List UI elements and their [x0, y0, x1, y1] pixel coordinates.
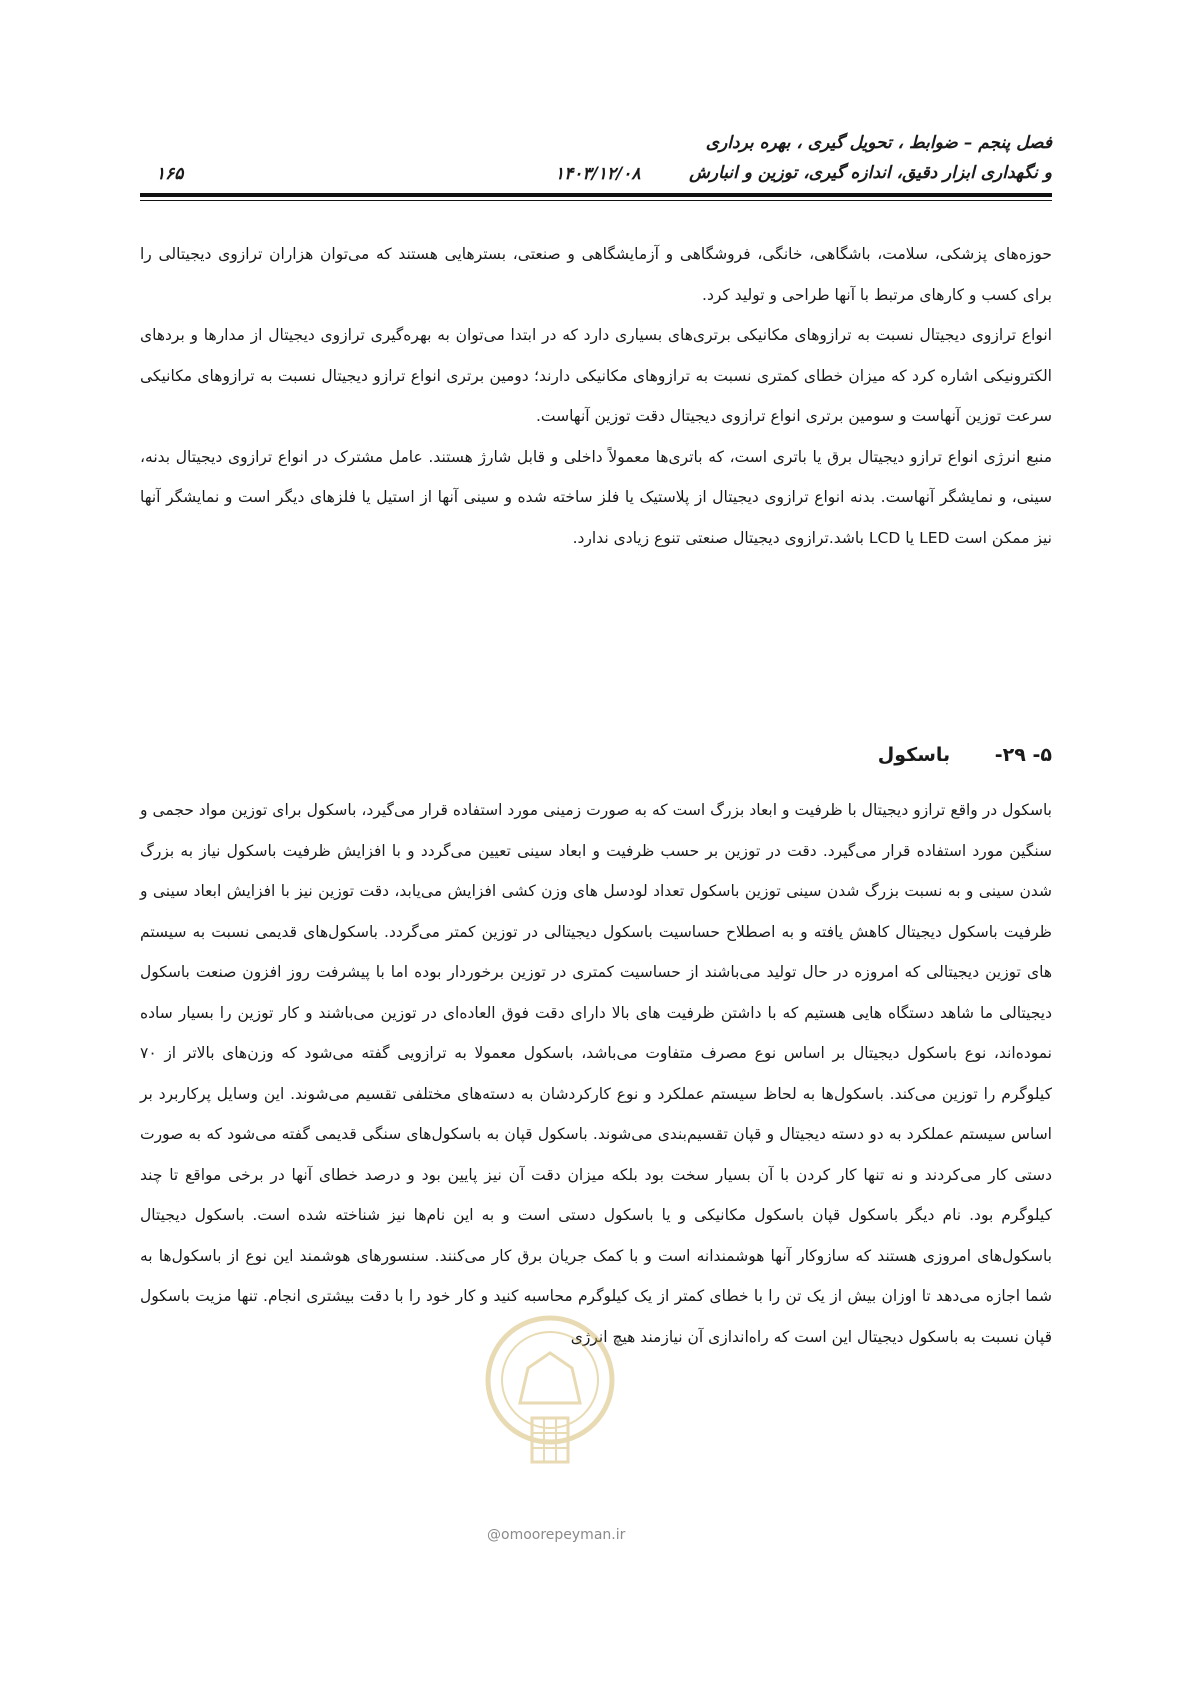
paragraph-2: انواع ترازوی دیجیتال نسبت به ترازوهای مکانیکی برتری‌های بسیاری دارد که در ابتدا می‌توان به بهره‌گیری ترازوی دیجیتال از مدارها و بردهای الکترونیکی اشاره کرد که میزان خطای کمتری نسبت به ترازوهای مکانیکی دارند؛ دومین برتری انواع ترازو دیجیتال نسبت به ترازوهای مکانیکی سرعت توزین آنهاست و سومین برتری انواع ترازوی دیجیتال دقت توزین آنهاست. — [140, 326, 1052, 425]
section-paragraph: باسکول در واقع ترازو دیجیتال با ظرفیت و ابعاد بزرگ است که به صورت زمینی مورد استفاده قرار می‌گیرد، باسکول برای توزین مواد حجمی و سنگین مورد استفاده قرار می‌گیرد. دقت در توزین بر حسب ظرفیت و ابعاد سینی تعیین می‌گردد و با افزایش ظرفیت باسکول نیاز به بزرگ شدن سینی و به نسبت بزرگ شدن سینی توزین باسکول تعداد لودسل های وزن کشی افزایش می‌یابد، دقت توزین نیز با افزایش ابعاد سینی و ظرفیت باسکول دیجیتال کاهش یافته و به اصطلاح حساسیت باسکول دیجیتالی در توزین کمتر می‌گردد. باسکول‌های قدیمی نسبت به سیستم های توزین دیجیتالی که امروزه در حال تولید می‌باشند از حساسیت کمتری در توزین برخوردار بوده اما با پیشرفت روز افزون صنعت باسکول دیجیتالی ما شاهد دستگاه هایی هستیم که با داشتن ظرفیت های بالا دارای دقت فوق العاده‌ای در توزین می‌باشند و کار توزین را بسیار ساده نموده‌اند، نوع باسکول دیجیتال بر اساس نوع مصرف متفاوت می‌باشد، باسکول معمولا به ترازویی گفته می‌شود که وزن‌های بالاتر از ۷۰ کیلوگرم را توزین می‌کند. باسکول‌ها به لحاظ سیستم عملکرد و نوع کارکردشان به دسته‌های مختلفی تقسیم می‌شوند. این وسایل پرکاربرد بر اساس سیستم عملکرد به دو دسته دیجیتال و قپان تقسیم‌بندی می‌شوند. باسکول قپان به باسکول‌های سنگی قدیمی گفته می‌شود که به صورت دستی کار می‌کردند و نه تنها کار کردن با آن بسیار سخت بود بلکه میزان دقت آن نیز پایین بود و درصد خطای آنها در برخی مواقع تا چند کیلوگرم بود. نام دیگر باسکول قپان باسکول مکانیکی و یا باسکول دستی است و به این نام‌ها نیز شناخته شده است. باسکول دیجیتال باسکول‌های امروزی هستند که سازوکار آنها هوشمندانه است و با کمک جریان برق کار می‌کنند. سنسورهای هوشمند این نوع از باسکول‌ها به شما اجازه می‌دهد تا اوزان بیش از یک تن را با خطای کمتر از یک کیلوگرم محاسبه کنید و کار خود را با دقت بیشتری انجام. تنها مزیت باسکول قپان نسبت به باسکول دیجیتال این است که راه‌اندازی آن نیازمند هیچ انرژی — [140, 801, 1052, 1346]
header-rule-thick — [140, 193, 1052, 197]
section-body — [140, 790, 1052, 1357]
body-text — [140, 234, 1052, 558]
watermark-logo-icon — [472, 1308, 628, 1478]
chapter-title-line2: و نگهداری ابزار دقیق، اندازه گیری، توزین و انبارش — [689, 163, 1052, 183]
watermark-url: @omoorepeyman.ir — [487, 1527, 626, 1543]
header-date: ۱۴۰۳/۱۲/۰۸ — [555, 164, 641, 184]
header-rule-thin — [140, 200, 1052, 201]
chapter-title-line1: فصل پنجم – ضوابط ، تحویل گیری ، بهره برداری — [705, 133, 1052, 153]
page-header — [140, 128, 1052, 198]
section-number: ۵- ۲۹- — [994, 744, 1052, 766]
section-heading — [878, 744, 1052, 766]
page-number: ۱۶۵ — [156, 164, 184, 184]
section-title: باسکول — [877, 744, 951, 766]
paragraph-3: منبع انرژی انواع ترازو دیجیتال برق یا باتری است، که باتری‌ها معمولاً داخلی و قابل شارژ هستند. عامل مشترک در انواع ترازوی دیجیتال بدنه، سینی، و نمایشگر آنهاست. بدنه انواع ترازوی دیجیتال از پلاستیک یا فلز ساخته شده و سینی آنها از استیل یا فلزهای دیگر است و نمایشگر آنها نیز ممکن است LED یا LCD باشد.ترازوی دیجیتال صنعتی تنوع زیادی ندارد. — [140, 447, 1052, 547]
paragraph-1: حوزه‌های پزشکی، سلامت، باشگاهی، خانگی، فروشگاهی و آزمایشگاهی و صنعتی، بسترهایی هستند که می‌توان هزاران ترازوی دیجیتالی را برای کسب و کارهای مرتبط با آنها طراحی و تولید کرد. — [140, 245, 1052, 304]
